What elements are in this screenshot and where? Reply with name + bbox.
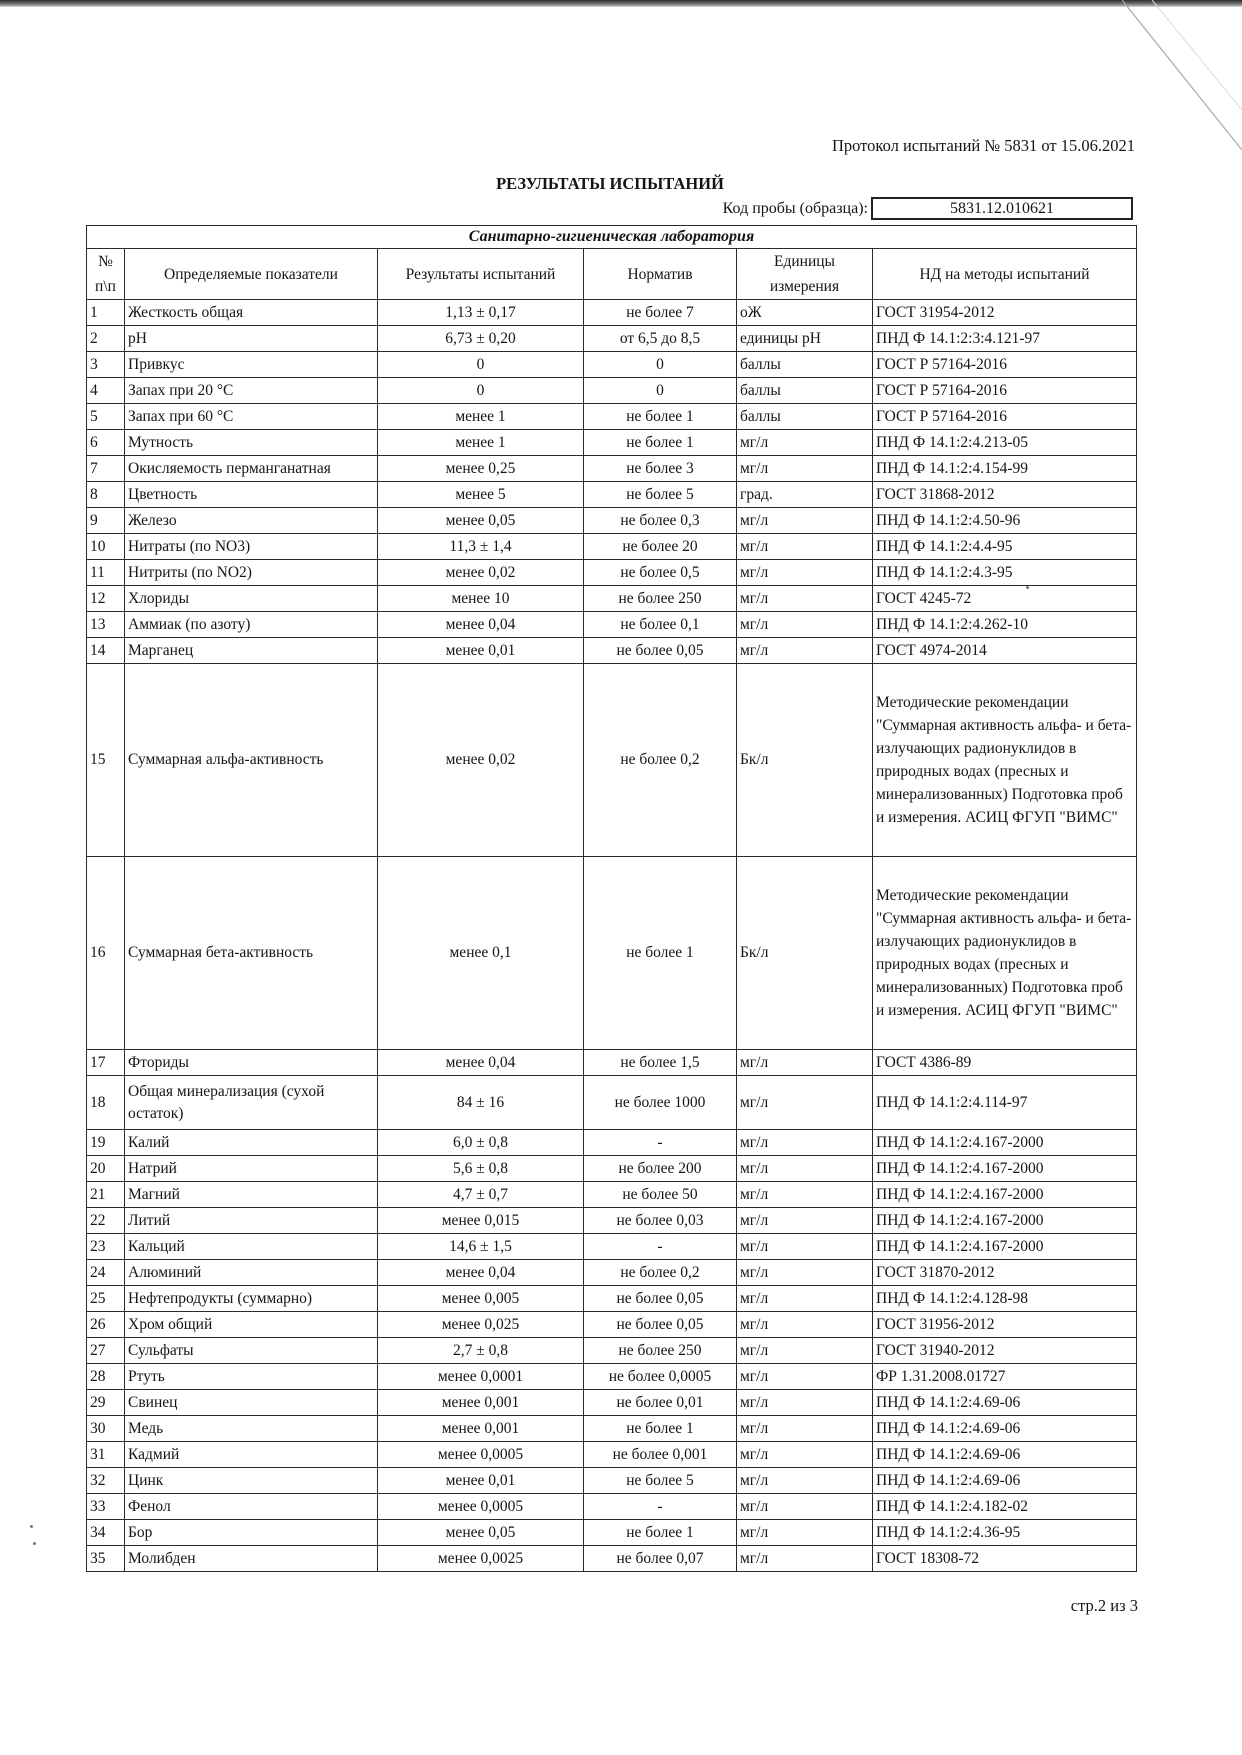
method-document: ПНД Ф 14.1:2:4.4-95 — [873, 534, 1137, 560]
sample-code-value: 5831.12.010621 — [871, 197, 1133, 220]
indicator-name: Калий — [125, 1130, 378, 1156]
method-document: ГОСТ 4974-2014 — [873, 638, 1137, 664]
indicator-name: Магний — [125, 1182, 378, 1208]
table-row — [87, 1364, 1137, 1390]
unit: мг/л — [737, 534, 873, 560]
method-document: ГОСТ 31956-2012 — [873, 1312, 1137, 1338]
method-document: Методические рекомендации "Суммарная активность альфа- и бета- излучающих радионуклидов в природных водах (пресных и минерализованных) Подготовка проб и измерения. АСИЦ ФГУП "ВИМС" — [873, 857, 1137, 1050]
table-row — [87, 1050, 1137, 1076]
table-row — [87, 1130, 1137, 1156]
unit: единицы pH — [737, 326, 873, 352]
indicator-name: Окисляемость перманганатная — [125, 456, 378, 482]
indicator-name: Жесткость общая — [125, 300, 378, 326]
col-header-unit: Единицы измерения — [737, 249, 873, 300]
unit: баллы — [737, 352, 873, 378]
laboratory-heading: Санитарно-гигиеническая лаборатория — [87, 226, 1137, 249]
row-number: 28 — [87, 1364, 125, 1390]
norm-value: - — [584, 1130, 737, 1156]
unit: мг/л — [737, 1156, 873, 1182]
method-document: ПНД Ф 14.1:2:4.36-95 — [873, 1520, 1137, 1546]
norm-value: не более 250 — [584, 1338, 737, 1364]
test-result: менее 0,04 — [378, 1260, 584, 1286]
unit: Бк/л — [737, 857, 873, 1050]
test-result: менее 0,001 — [378, 1390, 584, 1416]
table-row — [87, 508, 1137, 534]
indicator-name: Фенол — [125, 1494, 378, 1520]
indicator-name: Молибден — [125, 1546, 378, 1572]
test-result: менее 0,02 — [378, 664, 584, 857]
row-number: 5 — [87, 404, 125, 430]
row-number: 34 — [87, 1520, 125, 1546]
norm-value: не более 1 — [584, 1416, 737, 1442]
norm-value: не более 0,0005 — [584, 1364, 737, 1390]
unit: мг/л — [737, 1338, 873, 1364]
method-document: ПНД Ф 14.1:2:4.69-06 — [873, 1468, 1137, 1494]
unit: баллы — [737, 404, 873, 430]
row-number: 33 — [87, 1494, 125, 1520]
norm-value: не более 1,5 — [584, 1050, 737, 1076]
unit: мг/л — [737, 612, 873, 638]
test-result: менее 0,005 — [378, 1286, 584, 1312]
method-document: ПНД Ф 14.1:2:4.50-96 — [873, 508, 1137, 534]
unit: мг/л — [737, 508, 873, 534]
norm-value: не более 0,01 — [584, 1390, 737, 1416]
method-document: ГОСТ 31940-2012 — [873, 1338, 1137, 1364]
row-number: 9 — [87, 508, 125, 534]
unit: мг/л — [737, 1364, 873, 1390]
row-number: 18 — [87, 1076, 125, 1130]
indicator-name: Натрий — [125, 1156, 378, 1182]
row-number: 31 — [87, 1442, 125, 1468]
indicator-name: Нитриты (по NO2) — [125, 560, 378, 586]
test-result: 1,13 ± 0,17 — [378, 300, 584, 326]
norm-value: не более 1 — [584, 430, 737, 456]
row-number: 29 — [87, 1390, 125, 1416]
test-result: менее 10 — [378, 586, 584, 612]
table-row — [87, 430, 1137, 456]
norm-value: не более 3 — [584, 456, 737, 482]
table-row — [87, 1182, 1137, 1208]
test-result: менее 0,025 — [378, 1312, 584, 1338]
row-number: 1 — [87, 300, 125, 326]
indicator-name: Цветность — [125, 482, 378, 508]
method-document: ПНД Ф 14.1:2:4.167-2000 — [873, 1156, 1137, 1182]
norm-value: 0 — [584, 352, 737, 378]
indicator-name: Общая минерализация (сухой остаток) — [125, 1076, 378, 1130]
row-number: 8 — [87, 482, 125, 508]
row-number: 12 — [87, 586, 125, 612]
table-row — [87, 352, 1137, 378]
indicator-name: Свинец — [125, 1390, 378, 1416]
results-table — [86, 225, 1137, 1572]
method-document: ГОСТ 31870-2012 — [873, 1260, 1137, 1286]
method-document: ГОСТ 18308-72 — [873, 1546, 1137, 1572]
norm-value: не более 0,2 — [584, 1260, 737, 1286]
norm-value: не более 50 — [584, 1182, 737, 1208]
row-number: 20 — [87, 1156, 125, 1182]
row-number: 30 — [87, 1416, 125, 1442]
scan-speck — [30, 1525, 33, 1528]
row-number: 32 — [87, 1468, 125, 1494]
col-header-nd: НД на методы испытаний — [873, 249, 1137, 300]
table-row — [87, 1312, 1137, 1338]
indicator-name: Ртуть — [125, 1364, 378, 1390]
indicator-name: Нефтепродукты (суммарно) — [125, 1286, 378, 1312]
table-row — [87, 404, 1137, 430]
table-row — [87, 638, 1137, 664]
method-document: ГОСТ Р 57164-2016 — [873, 404, 1137, 430]
test-result: 2,7 ± 0,8 — [378, 1338, 584, 1364]
indicator-name: Марганец — [125, 638, 378, 664]
method-document: ГОСТ 31954-2012 — [873, 300, 1137, 326]
row-number: 19 — [87, 1130, 125, 1156]
table-row — [87, 1546, 1137, 1572]
row-number: 13 — [87, 612, 125, 638]
test-result: менее 0,05 — [378, 508, 584, 534]
unit: оЖ — [737, 300, 873, 326]
method-document: ПНД Ф 14.1:2:4.128-98 — [873, 1286, 1137, 1312]
table-row — [87, 1494, 1137, 1520]
indicator-name: Железо — [125, 508, 378, 534]
norm-value: не более 0,5 — [584, 560, 737, 586]
norm-value: не более 1 — [584, 1520, 737, 1546]
norm-value: не более 0,07 — [584, 1546, 737, 1572]
table-row — [87, 857, 1137, 1050]
table-row — [87, 1390, 1137, 1416]
table-row — [87, 456, 1137, 482]
scan-speck — [33, 1542, 36, 1545]
method-document: ПНД Ф 14.1:2:4.213-05 — [873, 430, 1137, 456]
norm-value: не более 200 — [584, 1156, 737, 1182]
test-result: менее 0,0025 — [378, 1546, 584, 1572]
scan-corner-fold — [1122, 0, 1242, 230]
norm-value: 0 — [584, 378, 737, 404]
table-row — [87, 326, 1137, 352]
col-header-num: № п\п — [87, 249, 125, 300]
test-result: менее 0,04 — [378, 612, 584, 638]
table-row — [87, 534, 1137, 560]
test-result: 6,73 ± 0,20 — [378, 326, 584, 352]
unit: мг/л — [737, 1390, 873, 1416]
test-result: 11,3 ± 1,4 — [378, 534, 584, 560]
norm-value: не более 250 — [584, 586, 737, 612]
method-document: ПНД Ф 14.1:2:4.167-2000 — [873, 1182, 1137, 1208]
scan-speck — [1026, 586, 1029, 589]
table-row — [87, 664, 1137, 857]
row-number: 11 — [87, 560, 125, 586]
indicator-name: Хром общий — [125, 1312, 378, 1338]
norm-value: - — [584, 1234, 737, 1260]
method-document: ПНД Ф 14.1:2:4.167-2000 — [873, 1234, 1137, 1260]
unit: мг/л — [737, 586, 873, 612]
norm-value: не более 1 — [584, 404, 737, 430]
test-result: 0 — [378, 378, 584, 404]
method-document: ПНД Ф 14.1:2:4.69-06 — [873, 1442, 1137, 1468]
method-document: ПНД Ф 14.1:2:4.69-06 — [873, 1416, 1137, 1442]
col-header-norm: Норматив — [584, 249, 737, 300]
method-document: ГОСТ 4245-72 — [873, 586, 1137, 612]
method-document: ПНД Ф 14.1:2:4.69-06 — [873, 1390, 1137, 1416]
method-document: ГОСТ Р 57164-2016 — [873, 352, 1137, 378]
row-number: 35 — [87, 1546, 125, 1572]
table-row — [87, 1416, 1137, 1442]
test-result: менее 1 — [378, 404, 584, 430]
test-result: менее 0,0001 — [378, 1364, 584, 1390]
test-result: менее 0,1 — [378, 857, 584, 1050]
unit: мг/л — [737, 638, 873, 664]
method-document: ПНД Ф 14.1:2:4.154-99 — [873, 456, 1137, 482]
table-row — [87, 1468, 1137, 1494]
row-number: 14 — [87, 638, 125, 664]
table-row — [87, 1442, 1137, 1468]
method-document: ПНД Ф 14.1:2:4.3-95 — [873, 560, 1137, 586]
table-row — [87, 560, 1137, 586]
row-number: 17 — [87, 1050, 125, 1076]
test-result: 0 — [378, 352, 584, 378]
row-number: 10 — [87, 534, 125, 560]
norm-value: от 6,5 до 8,5 — [584, 326, 737, 352]
indicator-name: Фториды — [125, 1050, 378, 1076]
norm-value: не более 0,2 — [584, 664, 737, 857]
unit: мг/л — [737, 1076, 873, 1130]
norm-value: не более 1000 — [584, 1076, 737, 1130]
unit: мг/л — [737, 1208, 873, 1234]
method-document: Методические рекомендации "Суммарная активность альфа- и бета- излучающих радионуклидов в природных водах (пресных и минерализованных) Подготовка проб и измерения. АСИЦ ФГУП "ВИМС" — [873, 664, 1137, 857]
test-result: 14,6 ± 1,5 — [378, 1234, 584, 1260]
row-number: 4 — [87, 378, 125, 404]
table-row — [87, 482, 1137, 508]
indicator-name: Запах при 20 °С — [125, 378, 378, 404]
indicator-name: Запах при 60 °С — [125, 404, 378, 430]
test-result: менее 0,25 — [378, 456, 584, 482]
norm-value: не более 0,05 — [584, 638, 737, 664]
table-row — [87, 586, 1137, 612]
column-headers — [87, 249, 1137, 300]
test-result: менее 5 — [378, 482, 584, 508]
test-result: менее 0,01 — [378, 638, 584, 664]
method-document: ПНД Ф 14.1:2:4.182-02 — [873, 1494, 1137, 1520]
method-document: ФР 1.31.2008.01727 — [873, 1364, 1137, 1390]
unit: мг/л — [737, 560, 873, 586]
norm-value: не более 20 — [584, 534, 737, 560]
test-result: 5,6 ± 0,8 — [378, 1156, 584, 1182]
scan-top-edge — [0, 0, 1242, 7]
norm-value: не более 7 — [584, 300, 737, 326]
indicator-name: Мутность — [125, 430, 378, 456]
norm-value: - — [584, 1494, 737, 1520]
indicator-name: Сульфаты — [125, 1338, 378, 1364]
unit: мг/л — [737, 1286, 873, 1312]
indicator-name: Кальций — [125, 1234, 378, 1260]
method-document: ГОСТ 31868-2012 — [873, 482, 1137, 508]
row-number: 7 — [87, 456, 125, 482]
unit: мг/л — [737, 1050, 873, 1076]
norm-value: не более 1 — [584, 857, 737, 1050]
method-document: ГОСТ 4386-89 — [873, 1050, 1137, 1076]
row-number: 2 — [87, 326, 125, 352]
test-result: менее 0,04 — [378, 1050, 584, 1076]
table-row — [87, 1520, 1137, 1546]
test-result: менее 0,0005 — [378, 1442, 584, 1468]
test-result: 4,7 ± 0,7 — [378, 1182, 584, 1208]
method-document: ПНД Ф 14.1:2:3:4.121-97 — [873, 326, 1137, 352]
norm-value: не более 5 — [584, 1468, 737, 1494]
test-result: 84 ± 16 — [378, 1076, 584, 1130]
unit: мг/л — [737, 1494, 873, 1520]
norm-value: не более 0,05 — [584, 1286, 737, 1312]
sample-code-label: Код пробы (образца): — [722, 200, 868, 217]
table-row — [87, 612, 1137, 638]
protocol-line: Протокол испытаний № 5831 от 15.06.2021 — [831, 136, 1135, 155]
row-number: 25 — [87, 1286, 125, 1312]
unit: мг/л — [737, 1234, 873, 1260]
method-document: ПНД Ф 14.1:2:4.114-97 — [873, 1076, 1137, 1130]
norm-value: не более 0,001 — [584, 1442, 737, 1468]
row-number: 15 — [87, 664, 125, 857]
row-number: 16 — [87, 857, 125, 1050]
indicator-name: Привкус — [125, 352, 378, 378]
row-number: 21 — [87, 1182, 125, 1208]
unit: мг/л — [737, 456, 873, 482]
unit: мг/л — [737, 1312, 873, 1338]
test-result: менее 0,001 — [378, 1416, 584, 1442]
indicator-name: Алюминий — [125, 1260, 378, 1286]
row-number: 3 — [87, 352, 125, 378]
test-result: менее 0,0005 — [378, 1494, 584, 1520]
table-row — [87, 378, 1137, 404]
method-document: ПНД Ф 14.1:2:4.167-2000 — [873, 1130, 1137, 1156]
indicator-name: Суммарная альфа-активность — [125, 664, 378, 857]
unit: Бк/л — [737, 664, 873, 857]
indicator-name: pH — [125, 326, 378, 352]
table-row — [87, 300, 1137, 326]
table-row — [87, 1156, 1137, 1182]
indicator-name: Хлориды — [125, 586, 378, 612]
norm-value: не более 5 — [584, 482, 737, 508]
table-row — [87, 1286, 1137, 1312]
unit: мг/л — [737, 1546, 873, 1572]
test-result: 6,0 ± 0,8 — [378, 1130, 584, 1156]
row-number: 24 — [87, 1260, 125, 1286]
indicator-name: Медь — [125, 1416, 378, 1442]
unit: мг/л — [737, 1182, 873, 1208]
document-title: РЕЗУЛЬТАТЫ ИСПЫТАНИЙ — [496, 174, 724, 193]
test-result: менее 0,01 — [378, 1468, 584, 1494]
unit: мг/л — [737, 1520, 873, 1546]
test-result: менее 0,02 — [378, 560, 584, 586]
unit: баллы — [737, 378, 873, 404]
test-result: менее 0,015 — [378, 1208, 584, 1234]
norm-value: не более 0,05 — [584, 1312, 737, 1338]
table-row — [87, 1234, 1137, 1260]
unit: мг/л — [737, 1416, 873, 1442]
row-number: 23 — [87, 1234, 125, 1260]
table-row — [87, 1208, 1137, 1234]
table-row — [87, 1076, 1137, 1130]
method-document: ПНД Ф 14.1:2:4.262-10 — [873, 612, 1137, 638]
unit: мг/л — [737, 1260, 873, 1286]
row-number: 26 — [87, 1312, 125, 1338]
unit: мг/л — [737, 430, 873, 456]
col-header-result: Результаты испытаний — [378, 249, 584, 300]
norm-value: не более 0,1 — [584, 612, 737, 638]
norm-value: не более 0,3 — [584, 508, 737, 534]
unit: мг/л — [737, 1468, 873, 1494]
table-row — [87, 1260, 1137, 1286]
unit: град. — [737, 482, 873, 508]
indicator-name: Нитраты (по NO3) — [125, 534, 378, 560]
norm-value: не более 0,03 — [584, 1208, 737, 1234]
method-document: ГОСТ Р 57164-2016 — [873, 378, 1137, 404]
indicator-name: Цинк — [125, 1468, 378, 1494]
page-number: стр.2 из 3 — [1070, 1596, 1138, 1615]
row-number: 6 — [87, 430, 125, 456]
col-header-name: Определяемые показатели — [125, 249, 378, 300]
row-number: 22 — [87, 1208, 125, 1234]
row-number: 27 — [87, 1338, 125, 1364]
unit: мг/л — [737, 1130, 873, 1156]
test-result: менее 1 — [378, 430, 584, 456]
indicator-name: Кадмий — [125, 1442, 378, 1468]
unit: мг/л — [737, 1442, 873, 1468]
results-rows — [87, 300, 1137, 1572]
method-document: ПНД Ф 14.1:2:4.167-2000 — [873, 1208, 1137, 1234]
table-row — [87, 1338, 1137, 1364]
test-result: менее 0,05 — [378, 1520, 584, 1546]
indicator-name: Литий — [125, 1208, 378, 1234]
indicator-name: Суммарная бета-активность — [125, 857, 378, 1050]
indicator-name: Аммиак (по азоту) — [125, 612, 378, 638]
indicator-name: Бор — [125, 1520, 378, 1546]
